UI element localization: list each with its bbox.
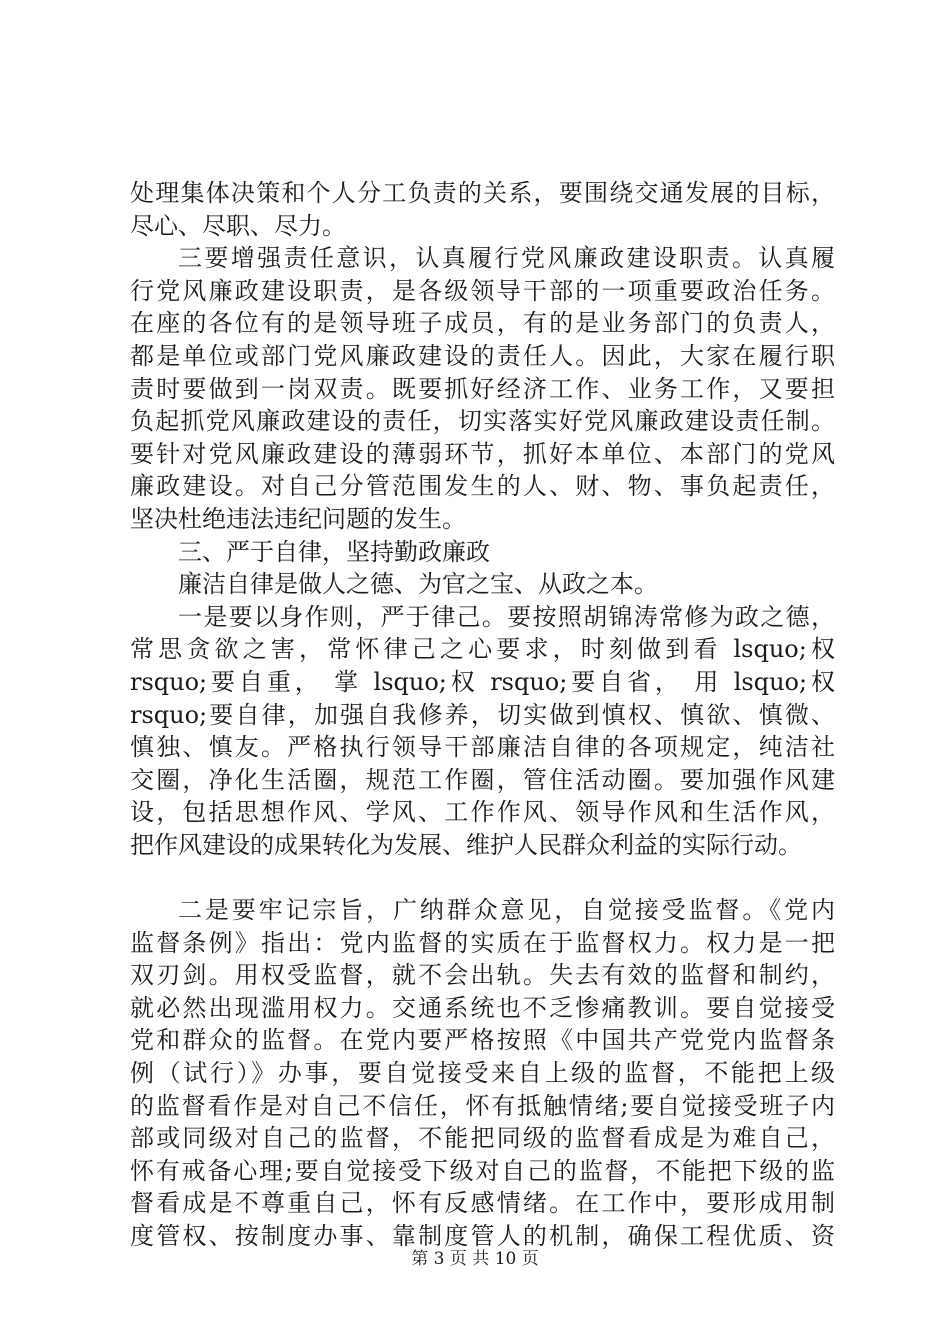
text-line: 要针对党风廉政建设的薄弱环节，抓好本单位、本部门的党风 (130, 439, 835, 468)
text-line: 廉洁自律是做人之德、为官之宝、从政之本。 (178, 570, 658, 599)
text-line: 三、严于自律，坚持勤政廉政 (178, 537, 490, 566)
text-line: 坚决杜绝违法违纪问题的发生。 (130, 504, 466, 533)
text-line: 廉政建设。对自己分管范围发生的人、财、物、事负起责任， (130, 472, 835, 501)
text-line: 党和群众的监督。在党内要严格按照《中国共产党党内监督条 (130, 1026, 835, 1055)
text-line: 把作风建设的成果转化为发展、维护人民群众利益的实际行动。 (130, 830, 802, 859)
text-line: 在座的各位有的是领导班子成员，有的是业务部门的负责人， (130, 309, 835, 338)
blank-line (130, 861, 835, 894)
text-line: 双刃剑。用权受监督，就不会出轨。失去有效的监督和制约， (130, 961, 835, 990)
text-line: rsquo;要自重， 掌 lsquo;权 rsquo;要自省， 用 lsquo;权 (130, 667, 835, 696)
text-line: 一是要以身作则，严于律己。要按照胡锦涛常修为政之德， (178, 602, 835, 631)
text-line: 部或同级对自己的监督，不能把同级的监督看成是为难自己， (130, 1124, 835, 1153)
text-line: 二是要牢记宗旨，广纳群众意见，自觉接受监督。《党内 (178, 896, 835, 925)
text-line: 处理集体决策和个人分工负责的关系，要围绕交通发展的目标， (130, 179, 835, 207)
text-line: 度管权、按制度办事、靠制度管人的机制，确保工程优质、资 (130, 1222, 835, 1250)
text-line: 设，包括思想作风、学风、工作作风、领导作风和生活作风， (130, 798, 835, 827)
text-line: 的监督看作是对自己不信任，怀有抵触情绪;要自觉接受班子内 (130, 1091, 835, 1120)
text-line: 行党风廉政建设职责，是各级领导干部的一项重要政治任务。 (130, 276, 835, 305)
text-line: 慎独、慎友。严格执行领导干部廉洁自律的各项规定，纯洁社 (130, 733, 835, 762)
text-line: rsquo;要自律，加强自我修养，切实做到慎权、慎欲、慎微、 (130, 700, 835, 729)
text-line: 怀有戒备心理;要自觉接受下级对自己的监督，不能把下级的监 (130, 1156, 835, 1185)
text-line: 例（试行）》办事，要自觉接受来自上级的监督，不能把上级 (130, 1059, 835, 1088)
text-line: 常思贪欲之害，常怀律己之心要求，时刻做到看 lsquo;权 (130, 635, 835, 664)
text-line: 三要增强责任意识，认真履行党风廉政建设职责。认真履 (178, 244, 835, 273)
text-line: 责时要做到一岗双责。既要抓好经济工作、业务工作，又要担 (130, 374, 835, 403)
text-line: 都是单位或部门党风廉政建设的责任人。因此，大家在履行职 (130, 341, 835, 370)
document-body (130, 177, 835, 1253)
text-line: 交圈，净化生活圈，规范工作圈，管住活动圈。要加强作风建 (130, 765, 835, 794)
text-line: 尽心、尽职、尽力。 (130, 211, 346, 240)
page-footer: 第 3 页 共 10 页 (411, 1249, 539, 1269)
text-line: 督看成是不尊重自己，怀有反感情绪。在工作中，要形成用制 (130, 1189, 835, 1218)
text-line: 负起抓党风廉政建设的责任，切实落实好党风廉政建设责任制。 (130, 407, 835, 436)
text-line: 就必然出现滥用权力。交通系统也不乏惨痛教训。要自觉接受 (130, 993, 835, 1022)
text-line: 监督条例》指出：党内监督的实质在于监督权力。权力是一把 (130, 928, 835, 957)
